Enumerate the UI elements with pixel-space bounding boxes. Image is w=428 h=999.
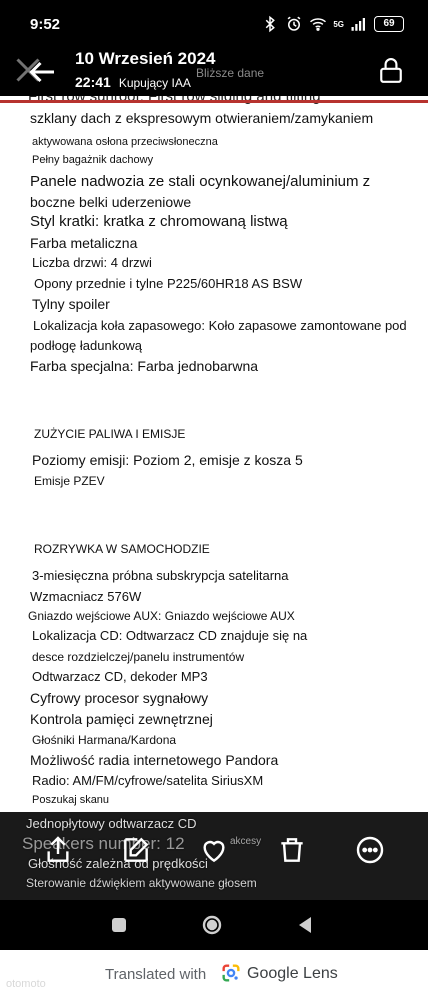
bottom-toolbar (0, 812, 428, 900)
battery-indicator: 69 (374, 16, 404, 32)
doc-line: Cyfrowy procesor sygnałowy (30, 690, 209, 706)
doc-line: szklany dach z ekspresowym otwieraniem/zamykaniem (30, 110, 374, 126)
doc-line: Poszukaj skanu (32, 794, 110, 806)
doc-line: Kontrola pamięci zewnętrznej (30, 711, 213, 727)
watermark: otomoto (6, 978, 46, 990)
doc-line: Emisje PZEV (34, 474, 105, 488)
header-date: 10 Wrzesień 2024 (75, 49, 216, 68)
status-icons (261, 14, 404, 34)
signal-icon (350, 15, 368, 33)
doc-line: aktywowana osłona przeciwsłoneczna (32, 136, 218, 148)
google-lens-brand: Google Lens (247, 965, 338, 982)
bluetooth-icon (261, 15, 279, 33)
more-options-icon[interactable] (354, 834, 386, 866)
home-icon[interactable] (200, 913, 224, 937)
lock-icon[interactable] (378, 56, 404, 86)
delete-icon[interactable] (276, 834, 308, 866)
wifi-icon (309, 15, 327, 33)
lens-footer (0, 950, 428, 999)
header-accent-line (0, 100, 428, 103)
system-nav-bar (0, 900, 428, 950)
share-icon[interactable] (42, 834, 74, 866)
back-arrow-icon[interactable] (24, 54, 60, 90)
doc-line: 3-miesięczna próbna subskrypcja satelitarna (32, 568, 289, 583)
doc-line: Gniazdo wejściowe AUX: Gniazdo wejściowe AUX (28, 609, 295, 623)
doc-line: Opony przednie i tylne P225/60HR18 AS BSW (34, 276, 303, 291)
doc-line: Pełny bagażnik dachowy (32, 154, 154, 166)
doc-line: Wzmacniacz 576W (30, 589, 142, 604)
section-heading-entertainment: ROZRYWKA W SAMOCHODZIE (34, 542, 210, 556)
recents-icon[interactable] (107, 913, 131, 937)
doc-line: Radio: AM/FM/cyfrowe/satelita SiriusXM (32, 773, 264, 788)
doc-line: Farba metaliczna (30, 235, 138, 251)
doc-line: Farba specjalna: Farba jednobarwna (30, 358, 259, 374)
section-heading-fuel: ZUŻYCIE PALIWA I EMISJE (34, 427, 186, 441)
header-subtitle (75, 74, 191, 90)
doc-line: desce rozdzielczej/panelu instrumentów (32, 650, 245, 664)
status-bar (0, 0, 428, 46)
doc-line: podłogę ładunkową (30, 338, 143, 353)
doc-line: Lokalizacja koła zapasowego: Koło zapasowe zamontowane pod (33, 318, 407, 333)
doc-line: Tylny spoiler (32, 296, 110, 312)
doc-line: Możliwość radia internetowego Pandora (30, 752, 279, 768)
doc-line: Poziomy emisji: Poziom 2, emisje z kosza 5 (32, 452, 303, 468)
doc-line: Głośniki Harmana/Kardona (32, 733, 177, 747)
overlay-text-line: Speakers number: 12 (22, 834, 185, 853)
app-header (0, 46, 428, 102)
more-details-link[interactable]: Bliższe dane (196, 66, 265, 80)
overlay-text-line: Sterowanie dźwiękiem aktywowane głosem (26, 876, 257, 890)
document-translation (0, 96, 428, 814)
doc-line: Liczba drzwi: 4 drzwi (32, 255, 152, 270)
doc-line: Panele nadwozia ze stali ocynkowanej/aluminium z (30, 173, 371, 190)
overlay-text-line: Jednopłytowy odtwarzacz CD (26, 816, 197, 831)
doc-line: Lokalizacja CD: Odtwarzacz CD znajduje się na (32, 628, 308, 643)
doc-line: Odtwarzacz CD, dekoder MP3 (32, 669, 208, 684)
edit-icon[interactable] (120, 834, 152, 866)
alarm-icon (285, 15, 303, 33)
network-type: 5G (333, 19, 344, 29)
overlay-text-line: akcesy (230, 836, 262, 847)
favorite-icon[interactable] (198, 834, 230, 866)
header-time: 22:41 (75, 74, 111, 90)
status-time: 9:52 (30, 16, 61, 33)
doc-line: Styl kratki: kratka z chromowaną listwą (30, 213, 288, 230)
translated-with-label: Translated with (105, 966, 207, 983)
google-lens-icon (220, 962, 242, 984)
overlay-text-line: Głośność zależna od prędkości (28, 856, 208, 871)
header-seller: Kupujący IAA (118, 76, 191, 90)
doc-line: boczne belki uderzeniowe (30, 194, 192, 210)
back-triangle-icon[interactable] (294, 913, 318, 937)
